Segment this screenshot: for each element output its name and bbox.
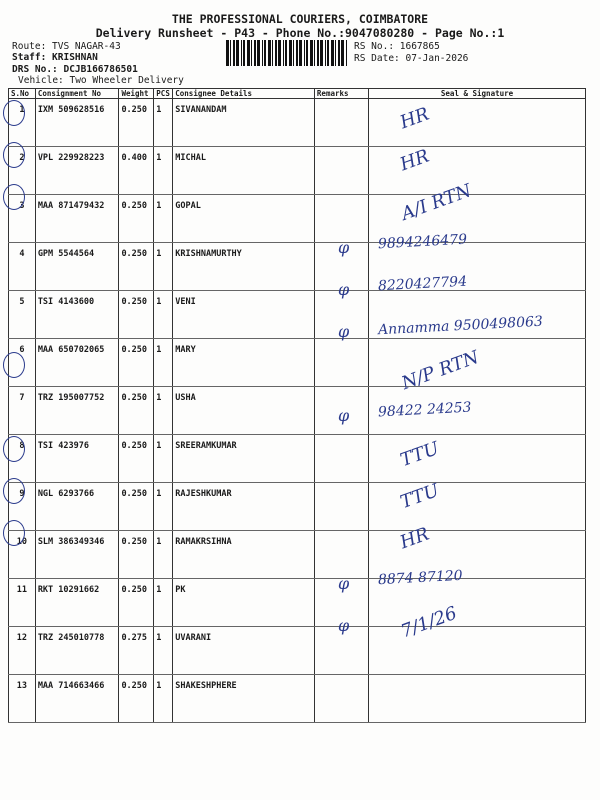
- document-title: THE PROFESSIONAL COURIERS, COIMBATORE: [171, 12, 429, 26]
- pieces-count: 1: [154, 243, 173, 291]
- column-header: Remarks: [314, 89, 368, 99]
- consignee-name: SHAKESHPHERE: [173, 675, 315, 723]
- remarks-cell: [314, 483, 368, 531]
- weight-value: 0.400: [119, 147, 154, 195]
- serial-number: 11: [9, 579, 36, 627]
- serial-number: 8: [9, 435, 36, 483]
- pieces-count: 1: [154, 195, 173, 243]
- consignee-name: KRISHNAMURTHY: [173, 243, 315, 291]
- barcode: [226, 40, 348, 66]
- consignment-number: MAA 871479432: [35, 195, 119, 243]
- pieces-count: 1: [154, 147, 173, 195]
- table-row: [9, 147, 586, 195]
- weight-value: 0.250: [119, 579, 154, 627]
- pieces-count: 1: [154, 99, 173, 147]
- weight-value: 0.250: [119, 387, 154, 435]
- table-row: [9, 339, 586, 387]
- column-header: PCS: [154, 89, 173, 99]
- circle-mark-icon: [3, 184, 25, 210]
- table-row: [9, 195, 586, 243]
- seal-signature-cell: [369, 483, 586, 531]
- remarks-cell: [314, 531, 368, 579]
- serial-number: 12: [9, 627, 36, 675]
- circle-mark-icon: [3, 520, 25, 546]
- tick-mark-icon: φ: [338, 322, 350, 341]
- table-row: [9, 435, 586, 483]
- seal-signature-cell: [369, 675, 586, 723]
- seal-signature-cell: [369, 627, 586, 675]
- pieces-count: 1: [154, 339, 173, 387]
- consignment-number: SLM 386349346: [35, 531, 119, 579]
- weight-value: 0.250: [119, 483, 154, 531]
- tick-mark-icon: φ: [338, 574, 350, 593]
- consignee-name: SIVANANDAM: [173, 99, 315, 147]
- rs-number: RS No.: 1667865: [354, 41, 440, 52]
- pieces-count: 1: [154, 483, 173, 531]
- consignment-number: MAA 650702065: [35, 339, 119, 387]
- table-row: [9, 531, 586, 579]
- consignee-name: MARY: [173, 339, 315, 387]
- consignee-name: SREERAMKUMAR: [173, 435, 315, 483]
- weight-value: 0.250: [119, 99, 154, 147]
- handwritten-signature: 8874 87120: [377, 567, 463, 589]
- serial-number: 4: [9, 243, 36, 291]
- circle-mark-icon: [3, 142, 25, 168]
- weight-value: 0.250: [119, 291, 154, 339]
- serial-number: 13: [9, 675, 36, 723]
- consignment-number: VPL 229928223: [35, 147, 119, 195]
- serial-number: 6: [9, 339, 36, 387]
- rs-date: RS Date: 07-Jan-2026: [354, 53, 469, 64]
- pieces-count: 1: [154, 675, 173, 723]
- handwritten-signature: TTU: [397, 479, 442, 514]
- consignee-name: RAMAKRSIHNA: [173, 531, 315, 579]
- handwritten-signature: 9894246479: [377, 231, 468, 253]
- handwritten-signature: HR: [397, 103, 432, 134]
- pieces-count: 1: [154, 291, 173, 339]
- handwritten-signature: Annamma 9500498063: [377, 313, 544, 339]
- consignee-name: UVARANI: [173, 627, 315, 675]
- serial-number: 9: [9, 483, 36, 531]
- column-header: Consignee Details: [173, 89, 315, 99]
- table-row: [9, 627, 586, 675]
- consignee-name: USHA: [173, 387, 315, 435]
- consignee-name: GOPAL: [173, 195, 315, 243]
- handwritten-signature: 98422 24253: [377, 399, 472, 421]
- consignment-number: TSI 4143600: [35, 291, 119, 339]
- consignment-number: RKT 10291662: [35, 579, 119, 627]
- remarks-cell: [314, 195, 368, 243]
- table-row: [9, 579, 586, 627]
- pieces-count: 1: [154, 435, 173, 483]
- consignment-number: IXM 509628516: [35, 99, 119, 147]
- consignment-number: TSI 423976: [35, 435, 119, 483]
- consignment-number: NGL 6293766: [35, 483, 119, 531]
- table-row: [9, 387, 586, 435]
- consignment-number: GPM 5544564: [35, 243, 119, 291]
- circle-mark-icon: [3, 100, 25, 126]
- handwritten-signature: TTU: [397, 437, 442, 472]
- circle-mark-icon: [3, 478, 25, 504]
- drs-field: DRS No.: DCJB166786501: [12, 64, 138, 75]
- pieces-count: 1: [154, 627, 173, 675]
- remarks-cell: [314, 339, 368, 387]
- tick-mark-icon: φ: [338, 616, 350, 635]
- consignee-name: VENI: [173, 291, 315, 339]
- serial-number: 10: [9, 531, 36, 579]
- remarks-cell: [314, 435, 368, 483]
- column-header: Seal & Signature: [369, 89, 586, 99]
- handwritten-signature: HR: [397, 523, 432, 554]
- serial-number: 1: [9, 99, 36, 147]
- serial-number: 2: [9, 147, 36, 195]
- staff-field: Staff: KRISHNAN: [12, 52, 98, 63]
- weight-value: 0.250: [119, 339, 154, 387]
- handwritten-signature: 7/1/26: [398, 602, 460, 643]
- consignee-name: PK: [173, 579, 315, 627]
- weight-value: 0.250: [119, 675, 154, 723]
- consignment-number: MAA 714663466: [35, 675, 119, 723]
- handwritten-signature: A/I RTN: [398, 180, 475, 225]
- table-header-row: [9, 89, 586, 99]
- handwritten-signature: 8220427794: [377, 273, 468, 295]
- table-row: [9, 243, 586, 291]
- tick-mark-icon: φ: [338, 406, 350, 425]
- table-row: [9, 675, 586, 723]
- handwritten-signature: HR: [397, 145, 432, 176]
- consignment-number: TRZ 245010778: [35, 627, 119, 675]
- remarks-cell: [314, 99, 368, 147]
- column-header: Weight: [119, 89, 154, 99]
- weight-value: 0.250: [119, 243, 154, 291]
- tick-mark-icon: φ: [338, 280, 350, 299]
- weight-value: 0.250: [119, 435, 154, 483]
- circle-mark-icon: [3, 352, 25, 378]
- weight-value: 0.250: [119, 195, 154, 243]
- table-row: [9, 99, 586, 147]
- consignee-name: RAJESHKUMAR: [173, 483, 315, 531]
- tick-mark-icon: φ: [338, 238, 350, 257]
- pieces-count: 1: [154, 387, 173, 435]
- remarks-cell: [314, 147, 368, 195]
- serial-number: 7: [9, 387, 36, 435]
- column-header: S.No: [9, 89, 36, 99]
- pieces-count: 1: [154, 531, 173, 579]
- column-header: Consignment No: [35, 89, 119, 99]
- weight-value: 0.275: [119, 627, 154, 675]
- remarks-cell: [314, 675, 368, 723]
- document-subtitle: Delivery Runsheet - P43 - Phone No.:9047080280 - Page No.:1: [95, 26, 505, 40]
- route-field: Route: TVS NAGAR-43: [12, 41, 121, 52]
- serial-number: 3: [9, 195, 36, 243]
- consignment-number: TRZ 195007752: [35, 387, 119, 435]
- handwritten-signature: N/P RTN: [398, 346, 482, 395]
- runsheet-table: [8, 88, 586, 723]
- pieces-count: 1: [154, 579, 173, 627]
- vehicle-field: Vehicle: Two Wheeler Delivery: [18, 75, 184, 86]
- serial-number: 5: [9, 291, 36, 339]
- consignee-name: MICHAL: [173, 147, 315, 195]
- weight-value: 0.250: [119, 531, 154, 579]
- circle-mark-icon: [3, 436, 25, 462]
- table-row: [9, 483, 586, 531]
